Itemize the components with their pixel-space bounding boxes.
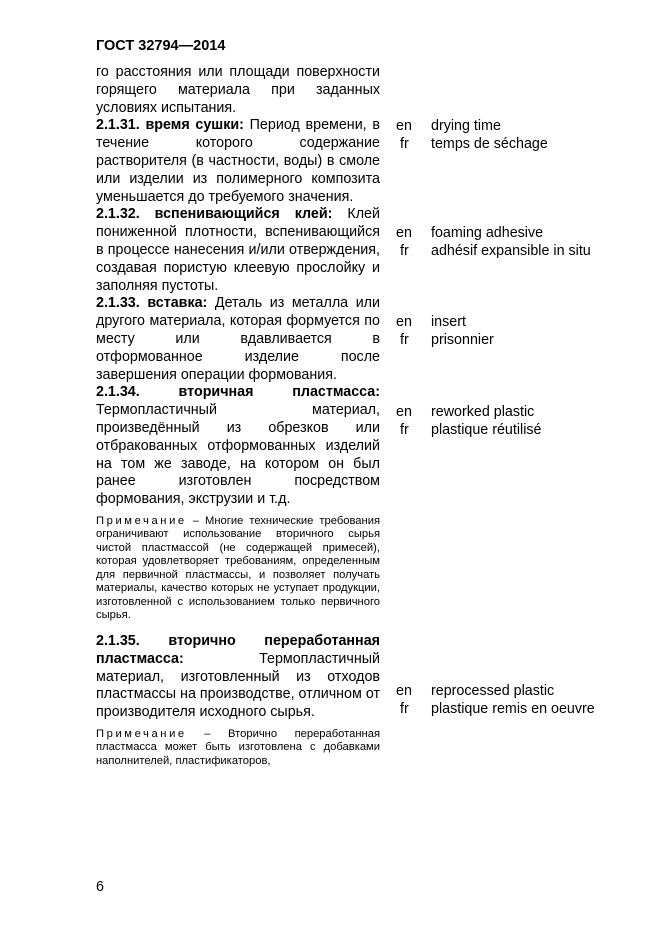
document-header: ГОСТ 32794—2014 [96, 38, 226, 54]
lang-code-en: en [396, 118, 412, 134]
term-number: 2.1.31. [96, 117, 140, 134]
translation-en: reprocessed plastic [431, 683, 555, 699]
note-text: – Вторично переработанная пластмасса может быть изготовлена с добавками наполнителей, пластификаторов, [96, 727, 380, 767]
page-number: 6 [96, 879, 104, 895]
lang-code-fr: fr [400, 421, 409, 438]
term-entry-2-1-34 [96, 384, 380, 509]
main-column [96, 64, 380, 778]
lang-code-fr: fr [400, 331, 409, 348]
term-name: время сушки: [145, 117, 244, 134]
note-2-1-35 [96, 728, 380, 769]
term-name: вторичная пластмасса: [178, 384, 380, 401]
term-entry-2-1-32 [96, 206, 380, 295]
term-number: 2.1.33. [96, 295, 140, 312]
term-entry-2-1-31 [96, 117, 380, 206]
note-label: Примечание [96, 514, 187, 527]
translation-fr: temps de séchage [431, 135, 548, 152]
term-number: 2.1.35. [96, 632, 140, 649]
term-entry-2-1-33 [96, 295, 380, 384]
translation-en: foaming adhesive [431, 225, 544, 241]
translation-en: drying time [431, 118, 501, 134]
translation-fr: plastique remis en oeuvre [431, 700, 595, 717]
lang-code-en: en [396, 404, 412, 420]
note-text: – Многие технические требования ограничивают использование вторичного сырья чистой пластмассой (не содержащей примесей), которая удовлетворяет требованиям, определенным для первичной пластмассы, и позволяет получать материалы, качество которых не уступает продукции, изготовленной с использованием только первичного сырья. [96, 514, 380, 622]
note-label: Примечание [96, 727, 187, 740]
note-2-1-34 [96, 515, 380, 623]
continuation-text: го расстояния или площади поверхности горящего материала при заданных условиях испытания. [96, 64, 380, 116]
term-number: 2.1.34. [96, 384, 140, 401]
lang-code-en: en [396, 225, 412, 241]
term-number: 2.1.32. [96, 206, 140, 223]
term-name: вставка: [147, 295, 208, 312]
translation-fr: adhésif expansible in situ [431, 242, 591, 259]
translation-2-1-34 [396, 404, 602, 440]
term-definition: Термопластичный материал, изготовленный из отходов пластмассы на производстве, отличном от производителя исходного сырья. [96, 650, 380, 721]
lang-code-en: en [396, 683, 412, 699]
term-name: вспенивающийся клей: [154, 206, 333, 223]
translation-2-1-33 [396, 314, 602, 350]
translation-2-1-35 [396, 683, 602, 719]
translation-2-1-31 [396, 118, 602, 154]
lang-code-fr: fr [400, 135, 409, 152]
term-definition: Период времени, в течение которого содержание растворителя (в частности, воды) в смоле или изделии из полимерного композита уменьшается до требуемого значения. [96, 117, 380, 205]
translation-fr: prisonnier [431, 331, 494, 348]
term-name: вторично переработанная пластмасса: [96, 632, 380, 667]
translation-fr: plastique réutilisé [431, 421, 542, 438]
translation-en: insert [431, 314, 466, 330]
lang-code-fr: fr [400, 700, 409, 717]
term-definition: Деталь из металла или другого материала, которая формуется по месту или вдавливается в отформованное изделие после завершения операции формования. [96, 295, 381, 383]
term-definition: Клей пониженной плотности, вспенивающийся в процессе нанесения и/или отверждения, создавая пористую клеевую прослойку и заполняя пустоты. [96, 206, 380, 294]
lang-code-en: en [396, 314, 412, 330]
lang-code-fr: fr [400, 242, 409, 259]
term-entry-2-1-35 [96, 633, 380, 722]
term-definition: Термопластичный материал, произведённый из обрезков или отбракованных отформованных изделий на том же заводе, на котором он был ранее изготовлен посредством формования, экструзии и т.д. [96, 402, 380, 508]
translation-en: reworked plastic [431, 404, 535, 420]
translation-2-1-32 [396, 225, 602, 261]
